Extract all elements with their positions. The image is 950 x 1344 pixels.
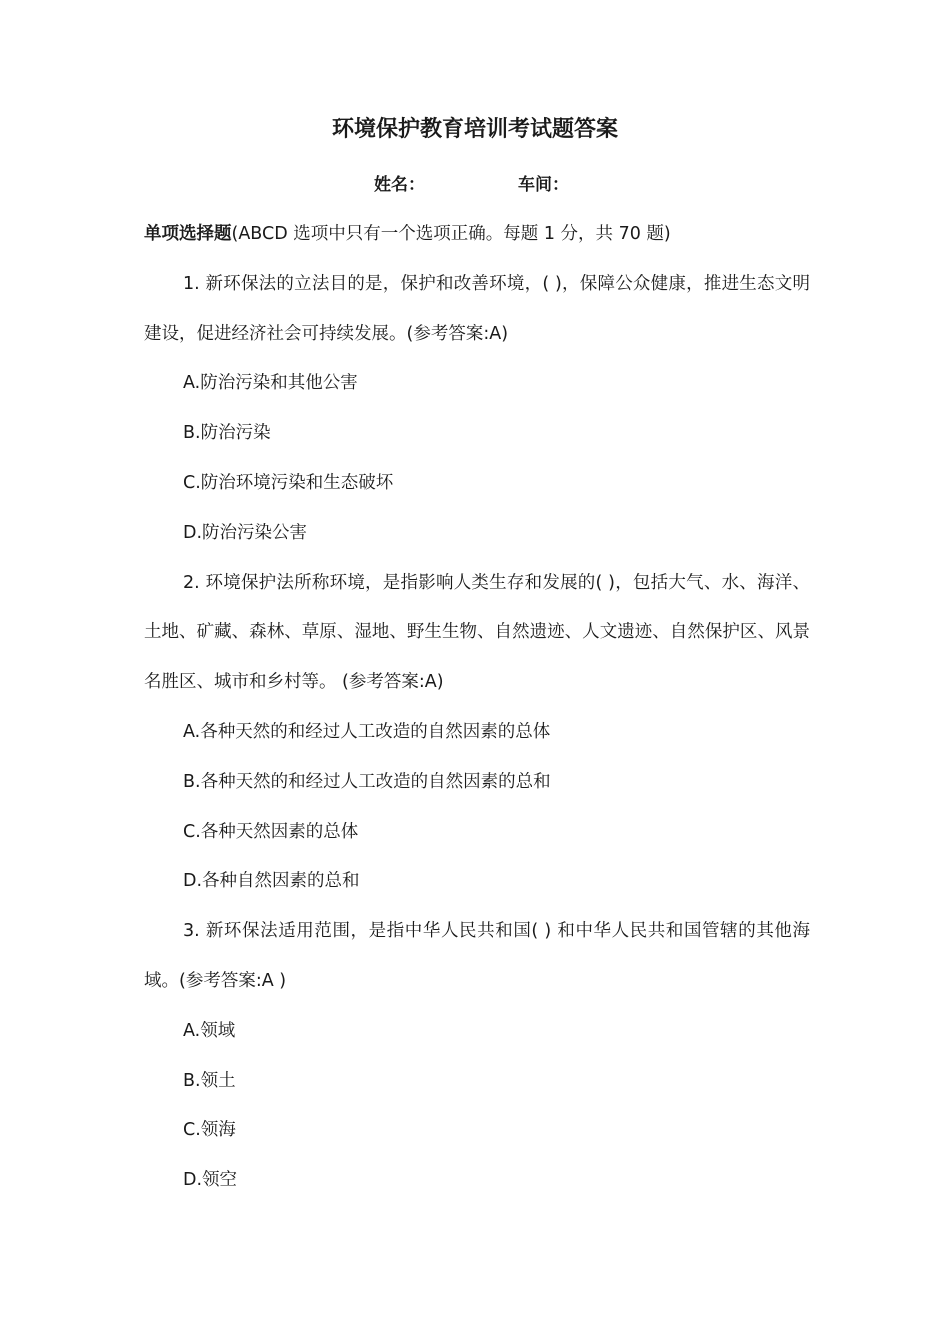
- header-fields: [0, 170, 950, 200]
- question-3-text: 3. 新环保法适用范围，是指中华人民共和国( ) 和中华人民共和国管辖的其他海域。(参考答案:A ): [144, 921, 810, 991]
- question-1-option-a: A.防治污染和其他公害: [183, 373, 358, 394]
- document-title: 环境保护教育培训考试题答案: [331, 117, 618, 142]
- question-2-option-b: B.各种天然的和经过人工改造的自然因素的总和: [183, 771, 551, 792]
- question-3-option-d: D.领空: [183, 1170, 238, 1191]
- section-note: (ABCD 选项中只有一个选项正确。每题 1 分，共 70 题): [231, 224, 671, 244]
- question-2-option-a: A.各种天然的和经过人工改造的自然因素的总体: [183, 721, 551, 742]
- question-1-option-b: B.防治污染: [183, 423, 271, 444]
- question-2-option-d: D.各种自然因素的总和: [183, 871, 360, 892]
- question-2-option-c: C.各种天然因素的总体: [183, 821, 359, 842]
- section-header: [144, 210, 810, 260]
- question-3-option-a: A.领域: [183, 1020, 236, 1041]
- question-1-option-c: C.防治环境污染和生态破坏: [183, 472, 394, 493]
- name-label: 姓名：: [374, 175, 425, 195]
- question-1-option-d: D.防治污染公害: [183, 522, 308, 543]
- question-3-option-c: C.领海: [183, 1120, 236, 1141]
- workshop-label: 车间：: [518, 175, 569, 195]
- section-heading: 单项选择题: [144, 224, 232, 244]
- question-1-text: 1. 新环保法的立法目的是，保护和改善环境，( )，保障公众健康，推进生态文明建设，促进经济社会可持续发展。(参考答案:A): [144, 273, 810, 344]
- question-2-text: 2. 环境保护法所称环境，是指影响人类生存和发展的( )，包括大气、水、海洋、土地、矿藏、森林、草原、湿地、野生生物、自然遗迹、人文遗迹、自然保护区、风景名胜区、城市和乡村等。 (参考答案:A): [144, 572, 810, 693]
- document-body: [144, 210, 810, 1206]
- question-3-option-b: B.领土: [183, 1070, 236, 1091]
